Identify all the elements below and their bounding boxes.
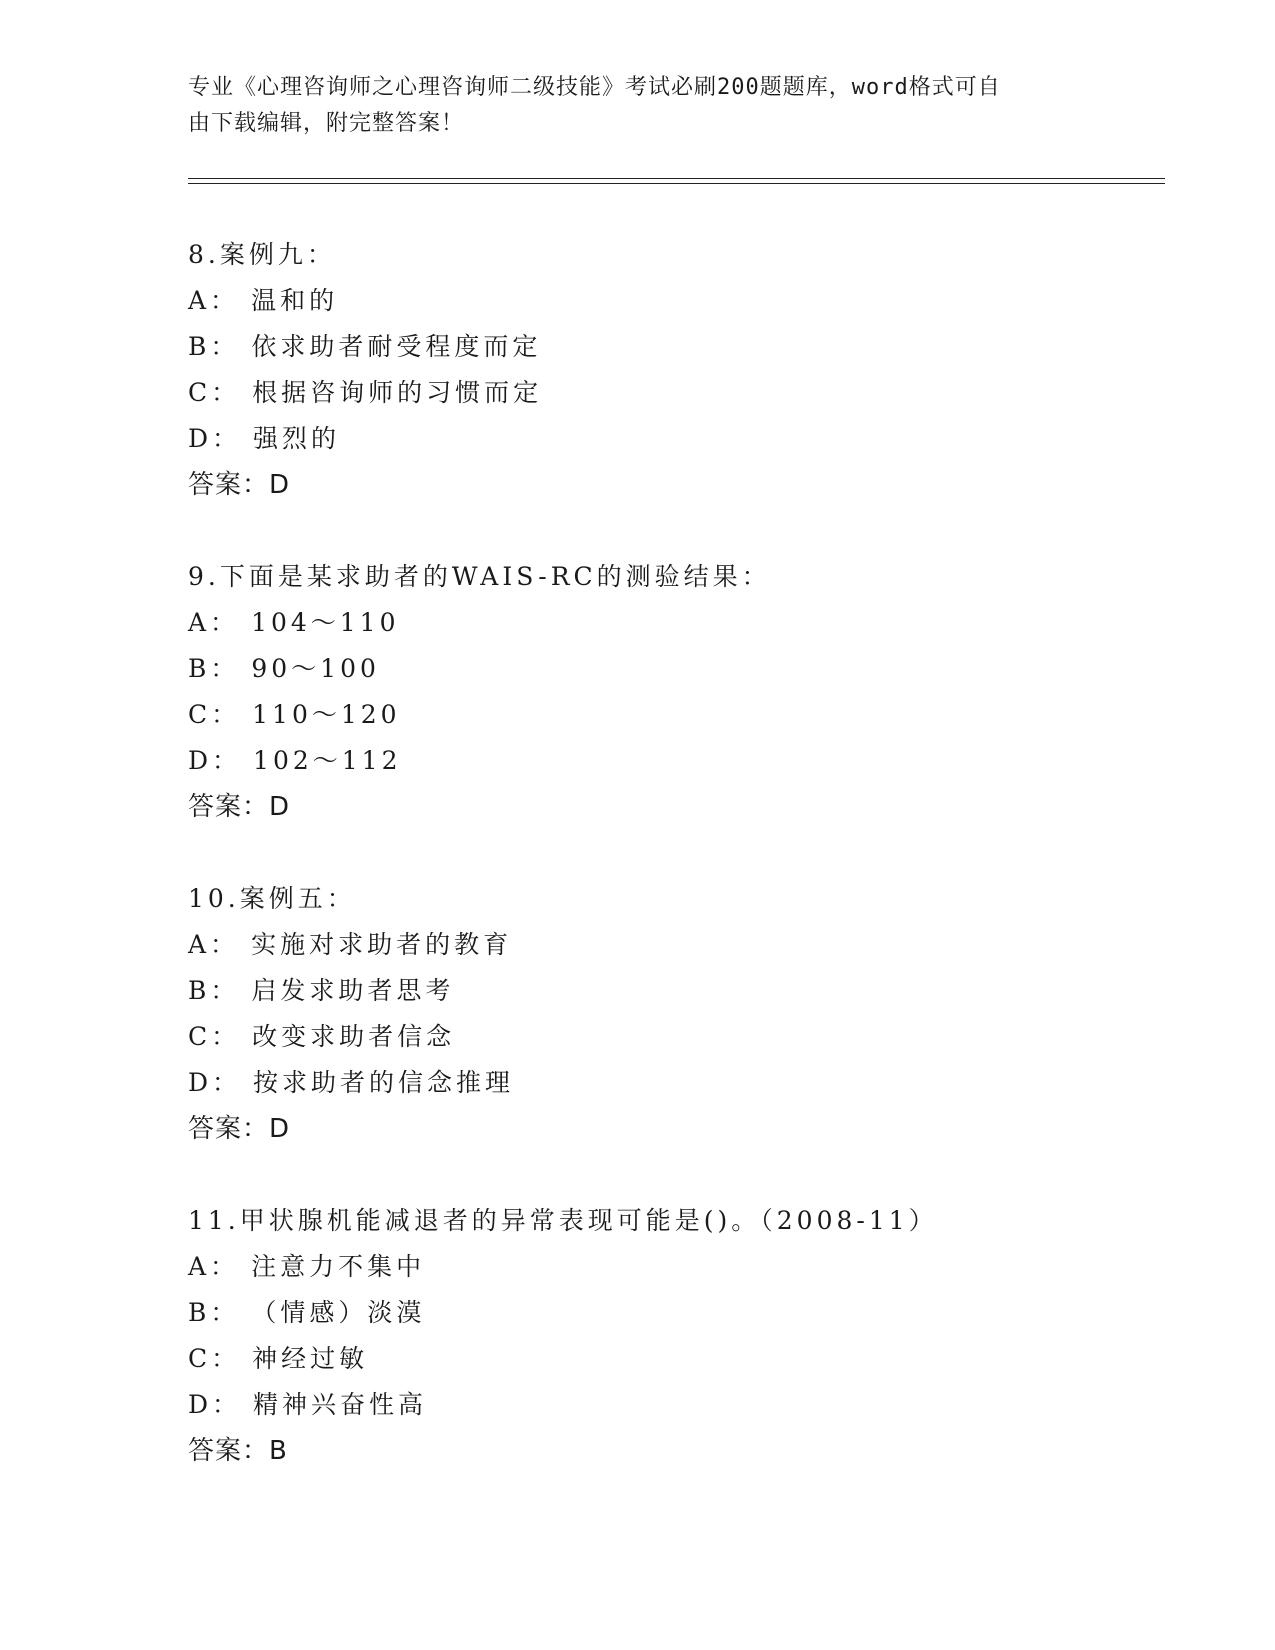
option-text: 改变求助者信念 <box>252 1022 456 1051</box>
option-letter: A： <box>188 286 240 315</box>
option-letter: B： <box>188 1298 240 1327</box>
option-a <box>188 1244 1148 1290</box>
option-letter: B： <box>188 654 240 683</box>
option-letter: A： <box>188 608 240 637</box>
option-letter: D： <box>188 746 242 775</box>
option-d <box>188 1060 1148 1106</box>
header-line-1: 专业《心理咨询师之心理咨询师二级技能》考试必刷200题题库，word格式可自 <box>188 75 1001 100</box>
option-text: 102～112 <box>253 746 402 775</box>
option-letter: B： <box>188 976 240 1005</box>
document-header <box>188 70 1088 142</box>
question-title: 11.甲状腺机能减退者的异常表现可能是()。（2008-11） <box>188 1206 938 1235</box>
option-letter: B： <box>188 332 240 361</box>
option-letter: C： <box>188 1344 241 1373</box>
question-title: 9.下面是某求助者的WAIS-RC的测验结果： <box>188 562 771 591</box>
option-letter: D： <box>188 424 242 453</box>
option-text: 精神兴奋性高 <box>253 1390 428 1419</box>
option-text: 神经过敏 <box>252 1344 369 1373</box>
question-11 <box>188 1198 1148 1474</box>
option-text: 110～120 <box>252 700 401 729</box>
option-text: 注意力不集中 <box>251 1252 426 1281</box>
option-letter: D： <box>188 1068 242 1097</box>
question-9 <box>188 554 1148 830</box>
option-letter: C： <box>188 378 241 407</box>
answer-line: 答案：D <box>188 792 291 822</box>
option-d <box>188 738 1148 784</box>
option-text: 依求助者耐受程度而定 <box>251 332 542 361</box>
header-line-2: 由下载编辑，附完整答案！ <box>188 111 465 136</box>
option-a <box>188 600 1148 646</box>
option-d <box>188 416 1148 462</box>
option-text: 强烈的 <box>253 424 341 453</box>
option-text: 104～110 <box>251 608 400 637</box>
option-c <box>188 370 1148 416</box>
option-text: （情感）淡漠 <box>251 1298 426 1327</box>
question-8 <box>188 232 1148 508</box>
option-c <box>188 1014 1148 1060</box>
option-d <box>188 1382 1148 1428</box>
option-text: 启发求助者思考 <box>251 976 455 1005</box>
answer-line: 答案：D <box>188 1114 291 1144</box>
option-text: 实施对求助者的教育 <box>251 930 513 959</box>
option-letter: A： <box>188 930 240 959</box>
question-list <box>188 232 1148 1520</box>
option-letter: D： <box>188 1390 242 1419</box>
option-text: 90～100 <box>251 654 380 683</box>
option-b <box>188 324 1148 370</box>
option-b <box>188 1290 1148 1336</box>
answer-line: 答案：B <box>188 1436 288 1466</box>
option-letter: A： <box>188 1252 240 1281</box>
option-letter: C： <box>188 1022 241 1051</box>
question-10 <box>188 876 1148 1152</box>
option-c <box>188 692 1148 738</box>
option-text: 根据咨询师的习惯而定 <box>252 378 543 407</box>
option-text: 按求助者的信念推理 <box>253 1068 515 1097</box>
option-b <box>188 968 1148 1014</box>
option-text: 温和的 <box>251 286 339 315</box>
option-a <box>188 922 1148 968</box>
header-divider-bottom <box>188 183 1165 184</box>
option-c <box>188 1336 1148 1382</box>
question-title: 8.案例九： <box>188 240 336 269</box>
question-title: 10.案例五： <box>188 884 356 913</box>
option-letter: C： <box>188 700 241 729</box>
option-a <box>188 278 1148 324</box>
header-divider-top <box>188 178 1165 179</box>
option-b <box>188 646 1148 692</box>
answer-line: 答案：D <box>188 470 291 500</box>
